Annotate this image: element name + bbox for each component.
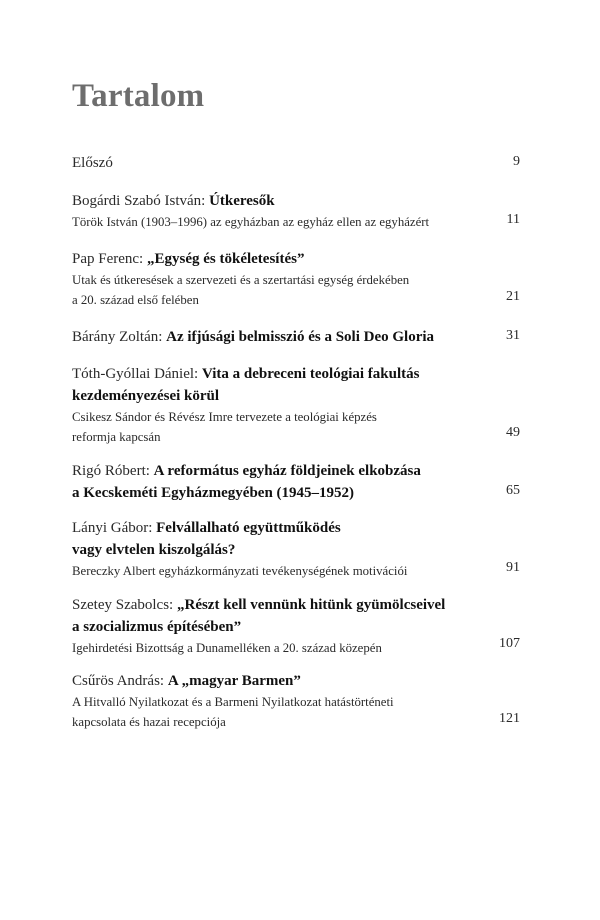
toc-entry[interactable]	[72, 326, 520, 348]
toc-entry[interactable]	[72, 190, 520, 232]
entry-title-line	[72, 616, 520, 638]
entry-title-line	[72, 539, 520, 561]
page-number: 31	[506, 328, 520, 343]
toc-entry[interactable]	[72, 517, 520, 581]
entry-title: Útkeresők	[209, 193, 275, 209]
entry-title-continued: kezdeményezései körül	[72, 388, 220, 404]
entry-author: Szetey Szabolcs:	[72, 597, 177, 613]
page-number: 107	[499, 636, 520, 651]
entry-subtitle: Török István (1903–1996) az egyházban az egyház ellen az egyházért	[72, 215, 430, 229]
entry-title-line	[72, 460, 520, 482]
entry-title-line	[72, 326, 520, 348]
entry-subtitle: reformja kapcsán	[72, 430, 161, 444]
toc-entry[interactable]	[72, 363, 520, 447]
entry-title: A református egyház földjeinek elkobzása	[153, 463, 421, 479]
page-number: 91	[506, 560, 520, 575]
entry-title: Vita a debreceni teológiai fakultás	[201, 366, 420, 382]
toc-entry-preface[interactable]	[72, 152, 520, 174]
entry-title-line	[72, 152, 520, 174]
toc-entry[interactable]	[72, 460, 520, 504]
entry-subtitle: a 20. század első felében	[72, 293, 199, 307]
entry-subtitle: Bereczky Albert egyházkormányzati tevékenységének motivációi	[72, 564, 408, 578]
entry-subtitle: Csikesz Sándor és Révész Imre tervezete a teológiai képzés	[72, 410, 377, 424]
entry-title: Az ifjúsági belmisszió és a Soli Deo Gloria	[166, 329, 435, 345]
entry-author: Bogárdi Szabó István:	[72, 193, 210, 209]
toc-entry[interactable]	[72, 670, 520, 732]
toc-entry[interactable]	[72, 594, 520, 658]
entry-subtitle: Utak és útkeresések a szervezeti és a szertartási egység érdekében	[72, 273, 410, 287]
entry-author: Pap Ferenc:	[72, 251, 147, 267]
entry-title: „Részt kell vennünk hitünk gyümölcseivel	[176, 597, 446, 613]
entry-subtitle: Igehirdetési Bizottság a Dunamelléken a 20. század közepén	[72, 641, 382, 655]
entry-title-continued: vagy elvtelen kiszolgálás?	[72, 542, 236, 558]
page-number: 9	[513, 154, 520, 169]
entry-author: Rigó Róbert:	[72, 463, 154, 479]
entry-title-continued: a szocializmus építésében”	[72, 619, 242, 635]
entry-title-continued: a Kecskeméti Egyházmegyében (1945–1952)	[72, 485, 355, 501]
entry-title: Felvállalható együttműködés	[156, 520, 341, 536]
entry-author: Előszó	[72, 155, 113, 171]
page-number: 21	[506, 289, 520, 304]
entry-author: Bárány Zoltán:	[72, 329, 167, 345]
entry-title-line	[72, 594, 520, 616]
entry-subtitle: kapcsolata és hazai recepciója	[72, 715, 226, 729]
entry-title-line	[72, 363, 520, 385]
entry-subtitle: A Hitvalló Nyilatkozat és a Barmeni Nyilatkozat hatástörténeti	[72, 695, 394, 709]
page-number: 121	[499, 711, 520, 726]
page-number: 49	[506, 425, 520, 440]
page-number: 65	[506, 483, 520, 498]
entry-author: Lányi Gábor:	[72, 520, 157, 536]
entry-title: „Egység és tökéletesítés”	[146, 251, 305, 267]
entry-author: Csűrös András:	[72, 673, 168, 689]
entry-author: Tóth-Gyóllai Dániel:	[72, 366, 202, 382]
page-title: Tartalom	[72, 78, 205, 114]
entry-title-line	[72, 670, 520, 692]
entry-title-line	[72, 482, 520, 504]
entry-title-line	[72, 248, 520, 270]
page-number: 11	[506, 212, 520, 227]
toc-entry[interactable]	[72, 248, 520, 310]
entry-title-line	[72, 190, 520, 212]
entry-title-line	[72, 517, 520, 539]
entry-title: A „magyar Barmen”	[167, 673, 301, 689]
entry-title-line	[72, 385, 520, 407]
